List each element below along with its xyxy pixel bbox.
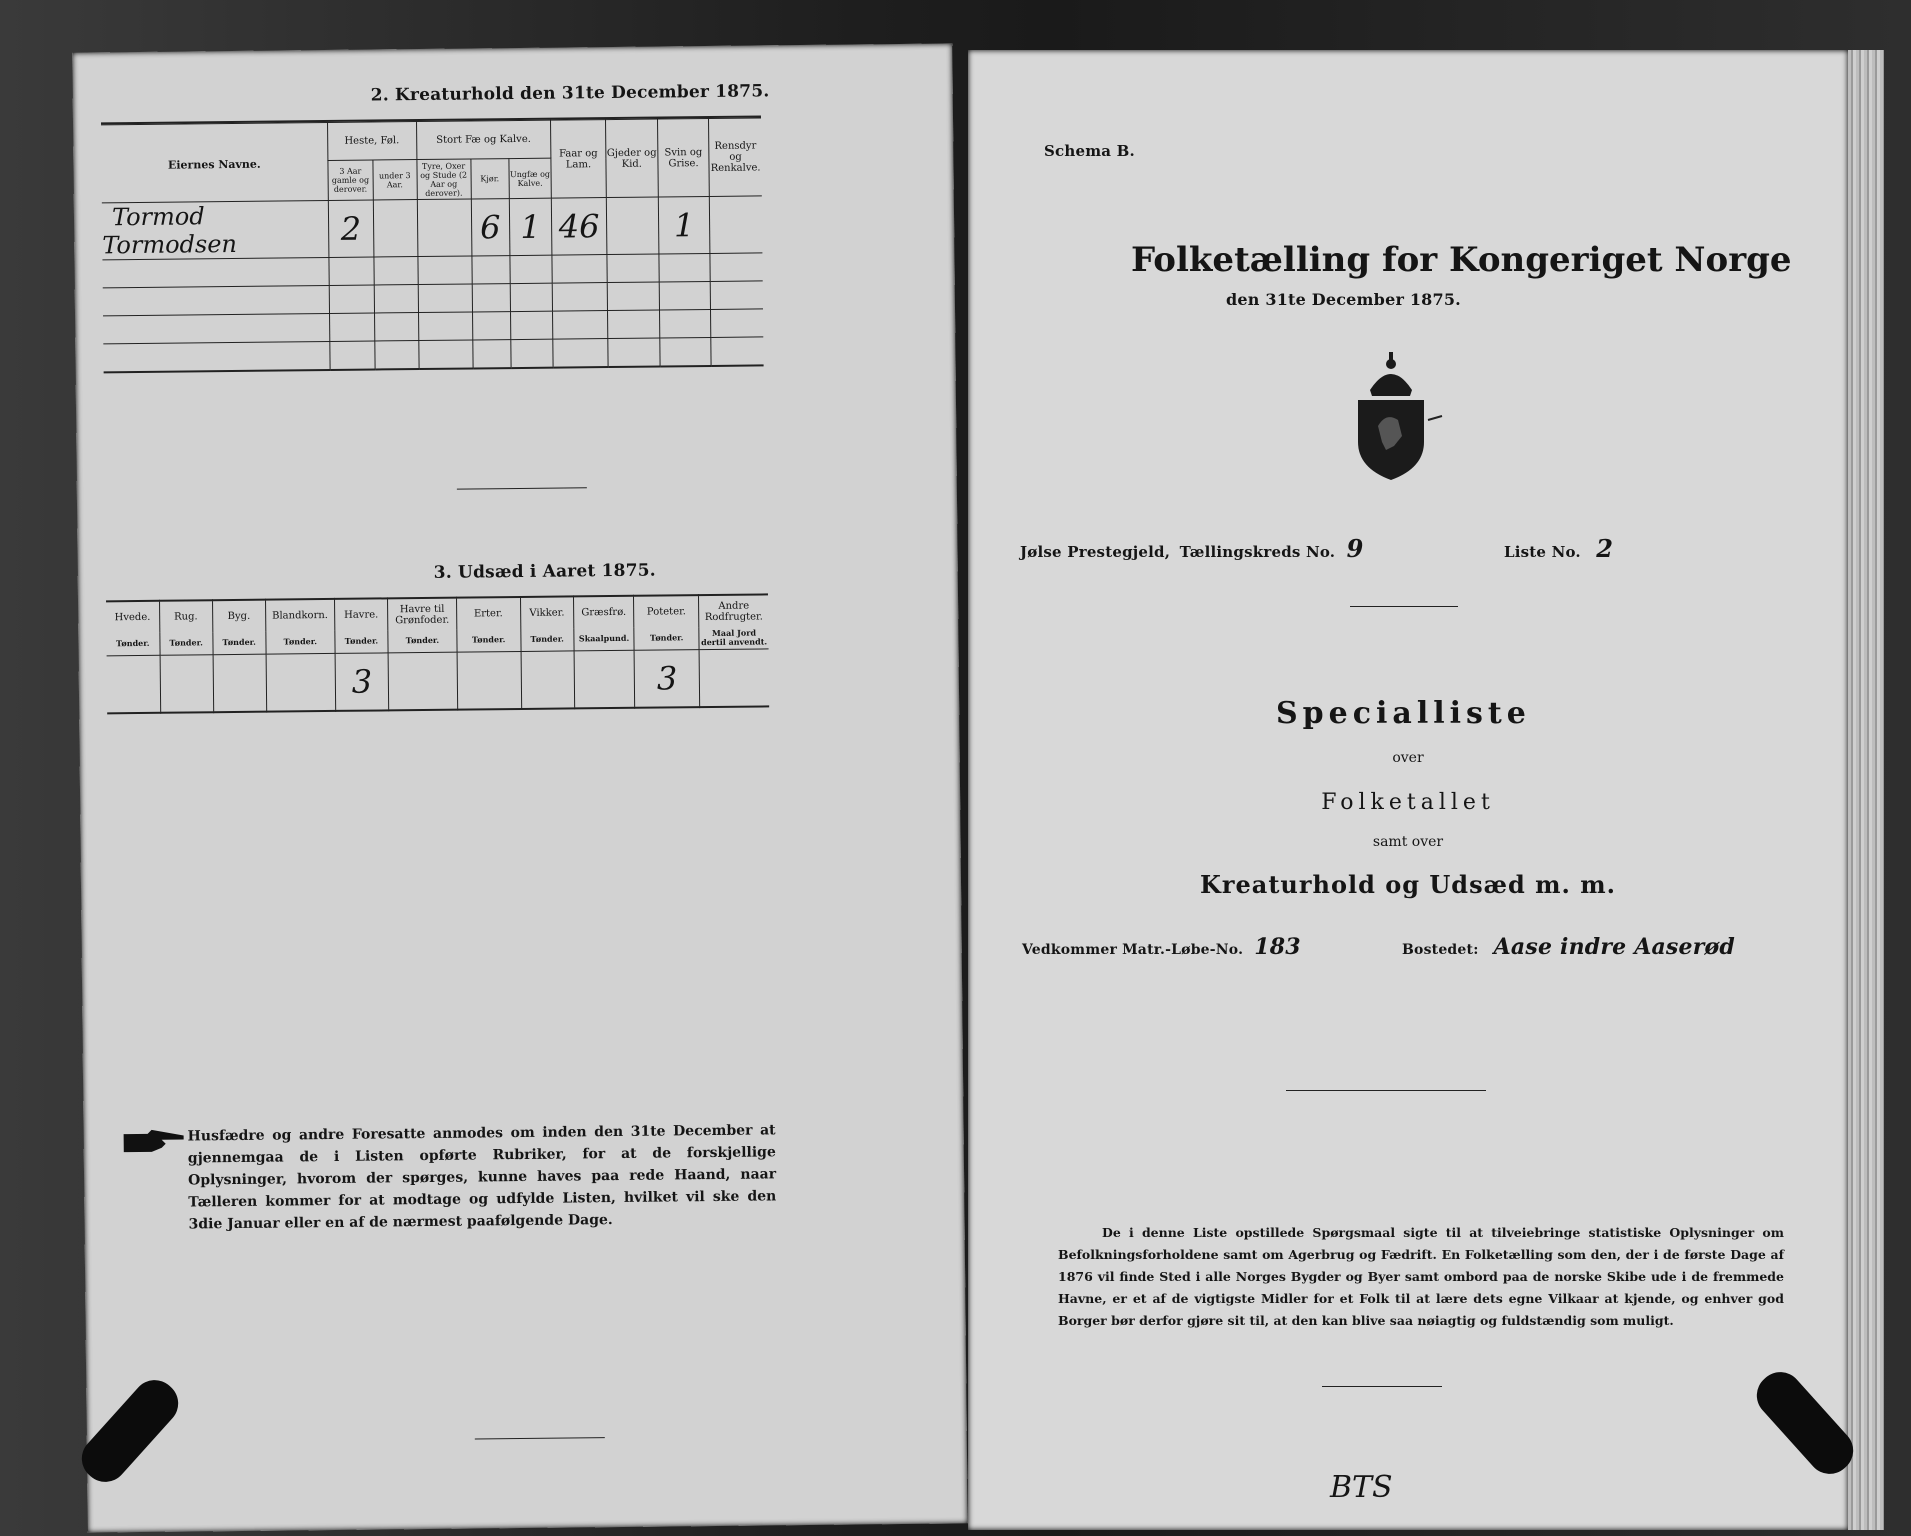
matr-line xyxy=(1022,934,1301,960)
crop-value xyxy=(521,650,575,709)
coat-of-arms-icon xyxy=(1336,350,1446,482)
gjeder-value xyxy=(606,197,659,255)
table-row xyxy=(102,196,763,260)
crop-unit: Tønder. xyxy=(634,627,699,650)
left-page xyxy=(72,43,967,1532)
crop-name: Rug. xyxy=(159,600,212,633)
crops-table xyxy=(106,593,769,714)
crop-unit: Tønder. xyxy=(388,630,457,653)
crop-name: Erter. xyxy=(456,597,520,630)
crop-unit: Tønder. xyxy=(266,631,335,654)
crop-value xyxy=(107,655,161,714)
census-notice: De i denne Liste opstillede Spørgsmaal sigte til at tilveiebringe statistiske Oplysninger om Befolkningsforholdene samt om Agerbrug og Fædrift. En Folketælling som den, der i de første Dage af 1876 vil finde Sted i alle Norges Bygder og Byer samt ombord paa de norske Skibe ude i de fremmede Havne, er et af de vigtigste Midler for et Folk til at lære dets egne Vilkaar at kjende, og enhver god Borger bør derfor gjøre sit til, at den kan blive saa nøiagtig og fuldstændig som muligt. xyxy=(1058,1225,1784,1328)
divider xyxy=(475,1437,605,1439)
crop-name: Blandkorn. xyxy=(265,599,334,632)
section2-title: 2. Kreaturhold den 31te December 1875. xyxy=(370,81,770,106)
tellingskreds-label: Tællingskreds No. xyxy=(1179,543,1336,561)
heste-under-value xyxy=(373,200,417,257)
owner-name-cell xyxy=(102,200,329,259)
crop-value xyxy=(388,652,457,711)
svin-header: Svin og Grise. xyxy=(657,118,709,197)
crop-name: Græsfrø. xyxy=(574,596,635,629)
initials: BTS xyxy=(1330,1470,1393,1505)
table-row xyxy=(103,337,763,372)
pointing-hand-icon xyxy=(122,1128,186,1157)
rensdyr-value xyxy=(710,196,763,254)
heste-3aar-value: 2 xyxy=(328,200,374,257)
crop-value xyxy=(160,654,214,713)
bostedet-value: Aase indre Aaserød xyxy=(1493,934,1735,960)
faar-value: 46 xyxy=(552,198,607,256)
bostedet-line xyxy=(1402,934,1735,960)
kjor-header: Kjør. xyxy=(471,159,509,199)
crop-name: Havre til Grønfoder. xyxy=(388,598,457,631)
stortfae-header: Stort Fæ og Kalve. xyxy=(416,120,551,159)
crop-value xyxy=(213,654,267,713)
census-title: Folketælling for Kongeriget Norge xyxy=(1131,240,1792,280)
tyre-value xyxy=(417,199,472,257)
liste-value: 2 xyxy=(1596,534,1614,563)
crop-unit: Tønder. xyxy=(106,633,159,656)
crop-unit: Maal Jord dertil anvendt. xyxy=(699,626,768,649)
crop-name: Vikker. xyxy=(520,596,574,629)
crop-name: Havre. xyxy=(334,598,388,631)
prestegjeld-value: Jølse xyxy=(1020,543,1062,561)
crop-name: Hvede. xyxy=(106,601,159,634)
crop-value xyxy=(699,648,769,707)
heste-3aar-header: 3 Aar gamle og derover. xyxy=(328,160,373,200)
faar-header: Faar og Lam. xyxy=(551,120,607,199)
right-page xyxy=(968,50,1848,1530)
bostedet-label: Bostedet: xyxy=(1402,942,1479,958)
prestegjeld-line xyxy=(1020,534,1364,563)
table-row xyxy=(107,648,770,713)
livestock-table xyxy=(101,117,764,372)
crop-unit: Skaalpund. xyxy=(574,628,634,651)
owner-header-cell xyxy=(101,122,328,202)
ungfae-value: 1 xyxy=(509,198,552,255)
divider xyxy=(1350,606,1458,607)
section3-title: 3. Udsæd i Aaret 1875. xyxy=(433,560,656,583)
census-subtitle: den 31te December 1875. xyxy=(1226,290,1461,309)
divider xyxy=(457,487,587,489)
samt-over-text: samt over xyxy=(1372,834,1444,850)
tyre-header: Tyre, Oxer og Stude (2 Aar og derover). xyxy=(416,159,471,200)
crop-unit: Tønder. xyxy=(213,632,266,655)
rensdyr-header: Rensdyr og Renkalve. xyxy=(709,118,762,197)
folketallet-text: Folketallet xyxy=(1321,790,1495,815)
crop-unit: Tønder. xyxy=(520,628,574,651)
heste-header: Heste, Føl. xyxy=(327,122,416,161)
crop-unit: Tønder. xyxy=(159,632,212,655)
crop-unit: Tønder. xyxy=(335,630,388,653)
crop-value xyxy=(457,651,521,710)
page-stack-edge xyxy=(1848,50,1884,1530)
crop-value xyxy=(574,650,635,709)
crop-unit: Tønder. xyxy=(457,629,521,652)
divider xyxy=(1286,1090,1486,1091)
crop-value: 3 xyxy=(335,652,389,711)
kreaturhold-title: Kreaturhold og Udsæd m. m. xyxy=(1200,870,1616,899)
ungfae-header: Ungfæ og Kalve. xyxy=(509,158,552,198)
liste-line xyxy=(1504,534,1613,563)
matr-value: 183 xyxy=(1254,934,1301,960)
liste-label: Liste No. xyxy=(1504,543,1581,561)
prestegjeld-label: Prestegjeld, xyxy=(1067,543,1171,561)
crop-name: Byg. xyxy=(212,600,265,633)
crop-value xyxy=(266,653,336,712)
schema-label: Schema B. xyxy=(1044,142,1135,160)
heste-under-header: under 3 Aar. xyxy=(373,160,417,200)
owner-name: Tormod Tormodsen xyxy=(102,202,238,260)
householder-notice: Husfædre og andre Foresatte anmodes om inden den 31te December at gjennemgaa de i Listen opførte Rubriker, for at de forskjellige Oplysninger, hvorom der spørges, kunne haves paa rede Haand, naar Tælleren kommer for at modtage og udfylde Listen, hvilket vil ske den 3die Januar eller en af de nærmest paafølgende Dage. xyxy=(187,1122,777,1233)
tellingskreds-value: 9 xyxy=(1346,534,1364,563)
owner-header: Eiernes Navne. xyxy=(167,157,261,172)
over-text: over xyxy=(1392,750,1424,766)
crop-value: 3 xyxy=(634,649,700,708)
gjeder-header: Gjeder og Kid. xyxy=(605,119,658,198)
crop-name: Poteter. xyxy=(634,595,699,628)
matr-label: Vedkommer Matr.-Løbe-No. xyxy=(1022,942,1244,958)
crop-name: Andre Rodfrugter. xyxy=(699,594,769,627)
specialliste-title: Specialliste xyxy=(1276,696,1531,731)
kjor-value: 6 xyxy=(471,199,510,256)
svin-value: 1 xyxy=(658,196,710,254)
divider xyxy=(1322,1386,1442,1387)
